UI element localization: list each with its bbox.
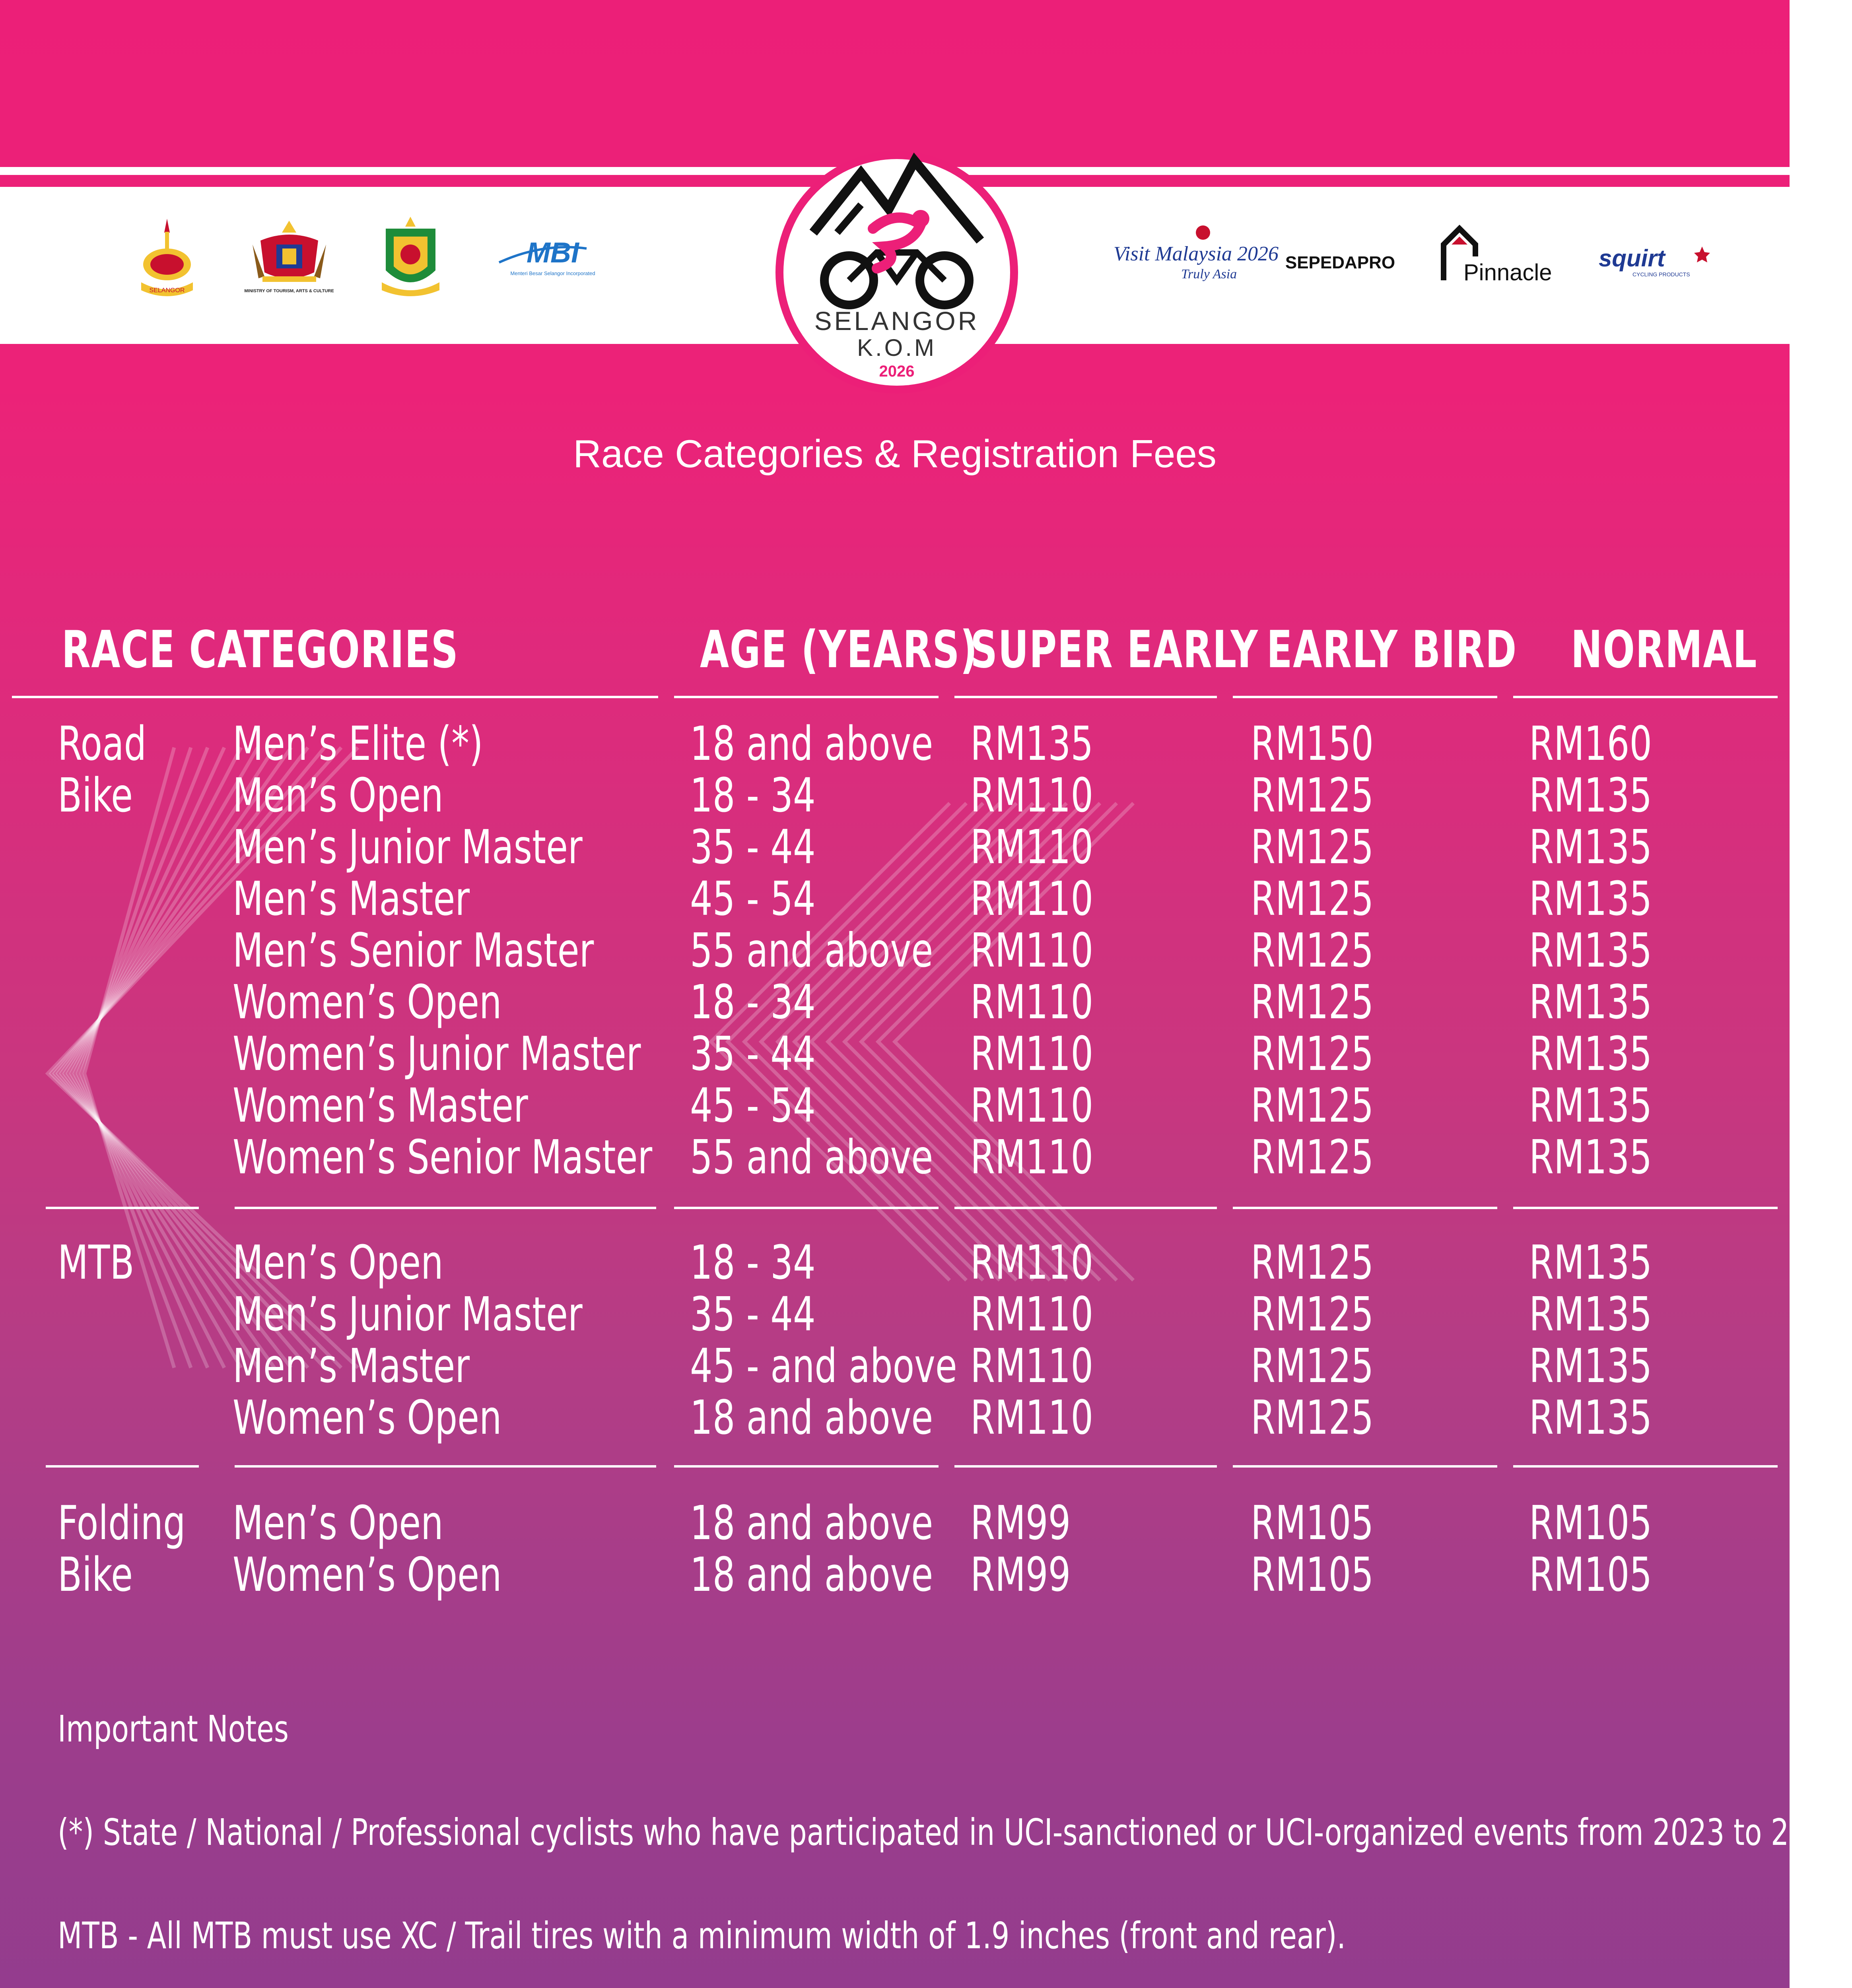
normal-cell: RM135 <box>1529 975 1652 1029</box>
table-divider <box>1233 696 1497 698</box>
category-cell: Men’s Junior Master <box>233 819 583 874</box>
normal-cell: RM135 <box>1529 819 1652 874</box>
super-early-cell: RM110 <box>970 1078 1094 1133</box>
table-divider <box>674 1465 939 1468</box>
category-cell: Men’s Open <box>233 768 443 823</box>
normal-cell: RM135 <box>1529 1390 1652 1445</box>
emblem-line1: SELANGOR <box>814 306 979 336</box>
header-race-categories: RACE CATEGORIES <box>62 620 459 679</box>
table-divider <box>674 696 939 698</box>
category-cell: Men’s Elite (*) <box>233 716 483 771</box>
early-bird-cell: RM125 <box>1251 1130 1374 1184</box>
age-cell: 55 and above <box>690 1130 933 1184</box>
early-bird-cell: RM125 <box>1251 923 1374 978</box>
early-bird-cell: RM125 <box>1251 1078 1374 1133</box>
table-divider <box>12 696 658 698</box>
selangor-kom-emblem <box>758 149 1036 398</box>
mbi-crest-icon <box>376 215 445 302</box>
age-cell: 18 and above <box>690 1495 933 1550</box>
age-cell: 18 - 34 <box>690 975 816 1029</box>
selangor-state-crest-icon <box>137 217 197 302</box>
age-cell: 35 - 44 <box>690 819 816 874</box>
table-divider <box>1513 1207 1778 1209</box>
early-bird-cell: RM125 <box>1251 1287 1374 1342</box>
category-cell: Women’s Open <box>233 1547 502 1602</box>
normal-cell: RM135 <box>1529 871 1652 926</box>
normal-cell: RM160 <box>1529 716 1652 771</box>
early-bird-cell: RM125 <box>1251 819 1374 874</box>
mbi-logo <box>495 231 610 282</box>
visit-malaysia-logo <box>1110 223 1279 294</box>
header-age: AGE (YEARS) <box>700 620 978 679</box>
super-early-cell: RM110 <box>970 923 1094 978</box>
table-divider <box>235 1465 656 1468</box>
table-divider <box>235 1207 656 1209</box>
notes-heading: Important Notes <box>58 1708 289 1750</box>
sepedapro-text: SEPEDAPRO <box>1285 253 1395 272</box>
category-cell: Women’s Open <box>233 975 502 1029</box>
table-divider <box>1233 1207 1497 1209</box>
category-cell: Men’s Junior Master <box>233 1287 583 1342</box>
visit-malaysia-tagline: Truly Asia <box>1181 267 1237 282</box>
normal-cell: RM135 <box>1529 1130 1652 1184</box>
normal-cell: RM135 <box>1529 1235 1652 1290</box>
emblem-year: 2026 <box>879 363 915 380</box>
age-cell: 35 - 44 <box>690 1287 816 1342</box>
category-cell: Men’s Open <box>233 1235 443 1290</box>
category-cell: Women’s Junior Master <box>233 1026 641 1081</box>
super-early-cell: RM99 <box>970 1495 1071 1550</box>
group-name: Road <box>58 716 147 771</box>
age-cell: 18 - 34 <box>690 1235 816 1290</box>
super-early-cell: RM110 <box>970 1235 1094 1290</box>
super-early-cell: RM110 <box>970 1390 1094 1445</box>
age-cell: 18 and above <box>690 716 933 771</box>
early-bird-cell: RM105 <box>1251 1495 1374 1550</box>
super-early-cell: RM110 <box>970 975 1094 1029</box>
normal-cell: RM135 <box>1529 1026 1652 1081</box>
super-early-cell: RM135 <box>970 716 1094 771</box>
mbi-logo-text: MBI <box>527 237 579 269</box>
table-divider <box>1233 1465 1497 1468</box>
header-early-bird: EARLY BIRD <box>1267 620 1517 679</box>
normal-cell: RM105 <box>1529 1547 1652 1602</box>
table-divider <box>954 696 1217 698</box>
early-bird-cell: RM125 <box>1251 1235 1374 1290</box>
header-normal: NORMAL <box>1571 620 1758 679</box>
early-bird-cell: RM125 <box>1251 768 1374 823</box>
normal-cell: RM105 <box>1529 1495 1652 1550</box>
super-early-cell: RM110 <box>970 819 1094 874</box>
category-cell: Men’s Master <box>233 1338 470 1393</box>
header-super-early: SUPER EARLY <box>970 620 1259 679</box>
super-early-cell: RM110 <box>970 1338 1094 1393</box>
ministry-caption: MINISTRY OF TOURISM, ARTS & CULTURE <box>244 289 334 293</box>
age-cell: 18 - 34 <box>690 768 816 823</box>
group-name: Bike <box>58 768 133 823</box>
early-bird-cell: RM125 <box>1251 975 1374 1029</box>
category-cell: Women’s Open <box>233 1390 502 1445</box>
page-subtitle: Race Categories & Registration Fees <box>573 432 1217 476</box>
note-item: MTB - All MTB must use XC / Trail tires with a minimum width of 1.9 inches (front and rear). <box>58 1914 1346 1957</box>
table-divider <box>954 1207 1217 1209</box>
age-cell: 55 and above <box>690 923 933 978</box>
sepedapro-logo <box>1285 247 1396 278</box>
normal-cell: RM135 <box>1529 923 1652 978</box>
age-cell: 45 - 54 <box>690 871 816 926</box>
super-early-cell: RM110 <box>970 768 1094 823</box>
pinnacle-text: Pinnacle <box>1463 260 1552 285</box>
early-bird-cell: RM150 <box>1251 716 1374 771</box>
squirt-logo <box>1595 239 1718 282</box>
super-early-cell: RM99 <box>970 1547 1071 1602</box>
squirt-tagline: CYCLING PRODUCTS <box>1632 271 1690 278</box>
emblem-line2: K.O.M <box>857 334 937 361</box>
early-bird-cell: RM125 <box>1251 871 1374 926</box>
normal-cell: RM135 <box>1529 1287 1652 1342</box>
category-cell: Men’s Master <box>233 871 470 926</box>
category-cell: Men’s Senior Master <box>233 923 594 978</box>
category-cell: Women’s Senior Master <box>233 1130 653 1184</box>
super-early-cell: RM110 <box>970 1130 1094 1184</box>
age-cell: 18 and above <box>690 1547 933 1602</box>
early-bird-cell: RM105 <box>1251 1547 1374 1602</box>
pinnacle-logo <box>1440 221 1551 288</box>
normal-cell: RM135 <box>1529 1338 1652 1393</box>
super-early-cell: RM110 <box>970 1287 1094 1342</box>
early-bird-cell: RM125 <box>1251 1026 1374 1081</box>
group-name: Bike <box>58 1547 133 1602</box>
normal-cell: RM135 <box>1529 1078 1652 1133</box>
table-divider <box>954 1465 1217 1468</box>
squirt-text: squirt <box>1599 245 1665 272</box>
table-divider <box>1513 696 1778 698</box>
category-cell: Women’s Master <box>233 1078 528 1133</box>
age-cell: 45 - 54 <box>690 1078 816 1133</box>
normal-cell: RM135 <box>1529 768 1652 823</box>
table-divider <box>46 1207 199 1209</box>
early-bird-cell: RM125 <box>1251 1338 1374 1393</box>
note-item: (*) State / National / Professional cyclists who have participated in UCI-sanctioned or UCI-organized events from 2023 to 2026. <box>58 1811 1852 1854</box>
ministry-crest-icon <box>245 217 334 302</box>
age-cell: 45 - and above <box>690 1338 957 1393</box>
table-divider <box>1513 1465 1778 1468</box>
age-cell: 18 and above <box>690 1390 933 1445</box>
state-crest-caption: SELANGOR <box>149 287 185 294</box>
table-divider <box>674 1207 939 1209</box>
super-early-cell: RM110 <box>970 1026 1094 1081</box>
visit-malaysia-text: Visit Malaysia 2026 <box>1114 243 1279 265</box>
category-cell: Men’s Open <box>233 1495 443 1550</box>
table-divider <box>46 1465 199 1468</box>
age-cell: 35 - 44 <box>690 1026 816 1081</box>
group-name: MTB <box>58 1235 134 1290</box>
mbi-caption: Menteri Besar Selangor Incorporated <box>510 270 595 276</box>
super-early-cell: RM110 <box>970 871 1094 926</box>
group-name: Folding <box>58 1495 186 1550</box>
early-bird-cell: RM125 <box>1251 1390 1374 1445</box>
